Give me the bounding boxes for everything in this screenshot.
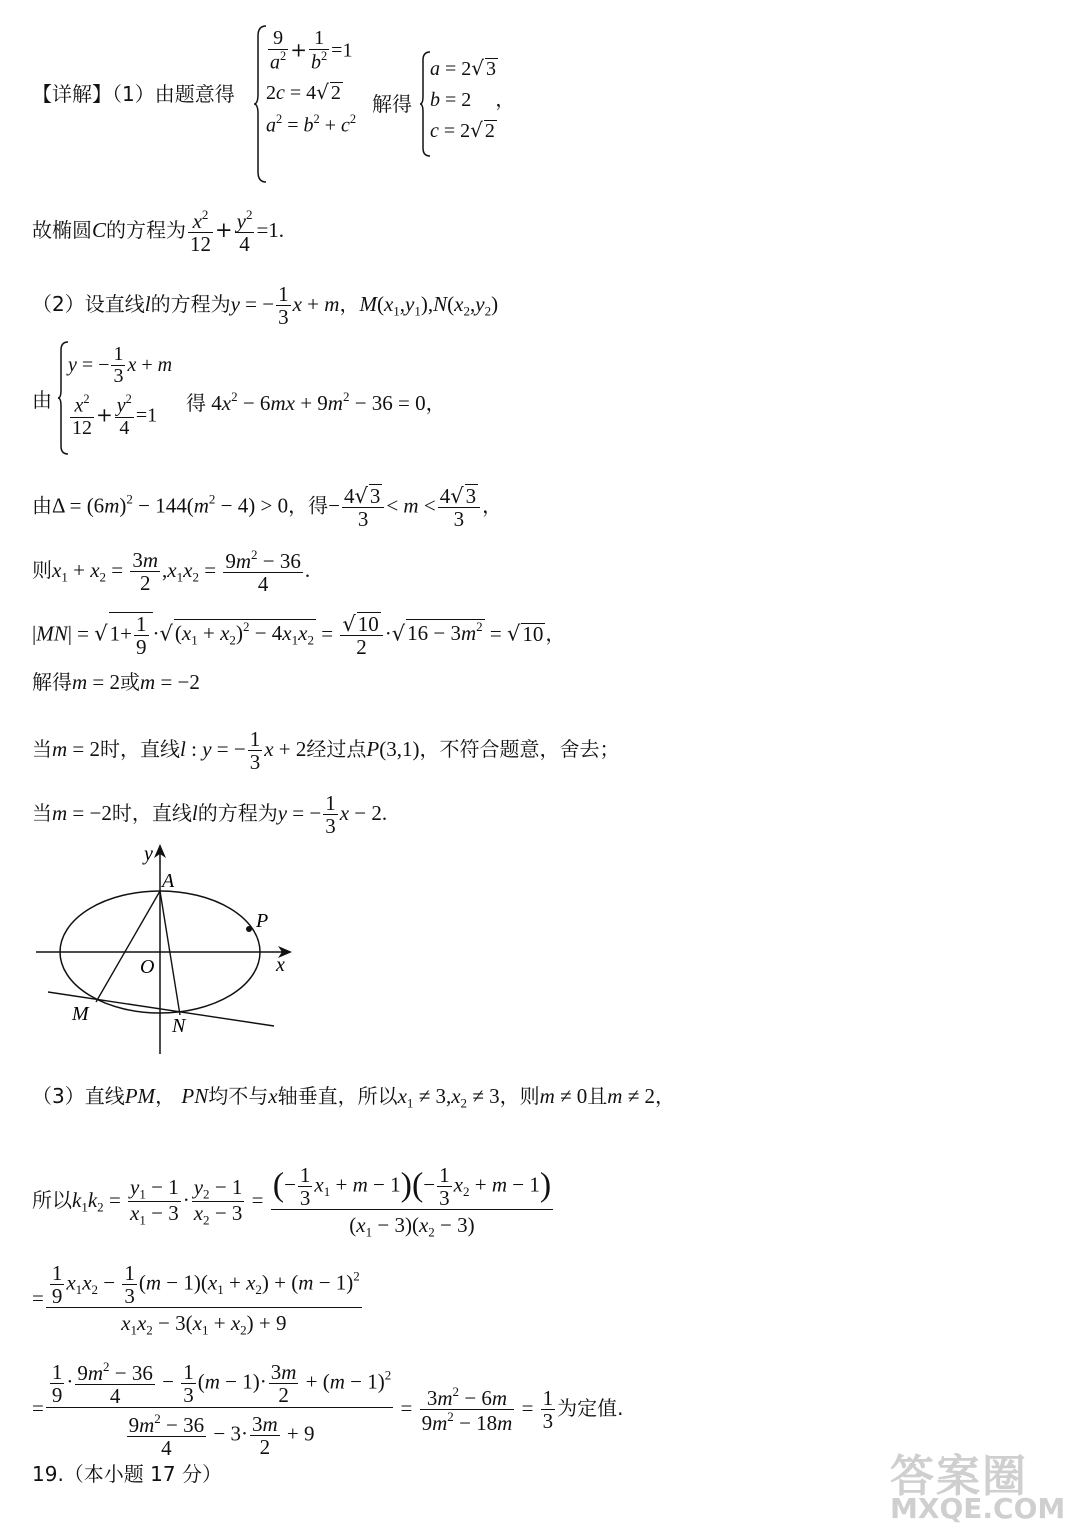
ellipse-equation-line: 故椭圆C的方程为 $\frac{x^2}{12}$ + $\frac{y^2}{4}$ =1. (32, 207, 285, 257)
chord-length-line: |MN| = √1+ $\frac{1}{9}$ $\cdot√(x_1 + x_2)^2 - 4x_1x_2$ = $\frac{√10}{2}$ $\cdot√16 - 3m^2 = √10$ ， (32, 612, 566, 660)
line-setup: （2）设直线l的方程为y = − $\frac{1}{3}$ x + m，$M(x_1,y_1),N(x_2,y_2)$ (32, 282, 499, 330)
segment-am (96, 891, 160, 1002)
step-2-line: = $\frac{1}{9}$ $x_1x_2$ − $\frac{1}{3}$ $(m - 1)(x_1 + x_2) + (m - 1)^2$ $x_1x_2 - 3(x_1 + x_2) + 9$ (32, 1261, 360, 1338)
eq-system-1: $\frac{9}{a^2}$ + $\frac{1}{b^2}$ =1 2c = 4√ 2 $a^2 = b^2 + c^2$ (266, 27, 357, 137)
watermark-text: MXQE.COM (890, 1492, 1066, 1525)
eq-system-2: y = − $\frac{1}{3}$ x + m $\frac{x^2}{12}$ + $\frac{y^2}{4}$ =1 (68, 343, 173, 439)
slope-product-line: 所以$k_1k_2$ = $\frac{y_1 - 1}{x_1 - 3}$ · $\frac{y_2 - 1}{x_2 - 3}$ = (− $\frac{1}{3}$ $x_1 + m - 1)(-$ $\frac{1}{3}$ $x_2 + m - 1$) $(x_1 - 3)(x_2 - 3)$ (32, 1163, 552, 1240)
ellipse-figure (30, 840, 310, 1060)
step-3-line: = $\frac{1}{9}$ · $\frac{9m^2 - 36}{4}$ − $\frac{1}{3}$ (m − 1)· $\frac{3m}{2}$ + $(m - 1)^2$ $\frac{9m^2 - 36}{4}$ − 3· $\frac{3m}{2}$ + 9 = $\frac{3m^2 - 6m}{9m^2 - 18m}$ = $\frac{1}{3}$ 为定值. (32, 1359, 624, 1461)
solve-word: 解得 (372, 92, 412, 116)
label-m: M (72, 1003, 89, 1025)
point-p (246, 926, 252, 932)
next-problem-heading: 19.（本小题 17 分） (32, 1462, 222, 1486)
segment-an (160, 891, 180, 1015)
eq-solution: a = 2√ 3 b = 2 ， c = 2√ 2 (430, 56, 516, 142)
label-x: x (276, 954, 285, 976)
part3-intro: （3）直线PM， PN均不与x轴垂直，所以$x_1 \ne 3,x_2 \ne 3$，则m ≠ 0且m ≠ 2， (32, 1084, 675, 1111)
m-solutions: 解得m = 2或m = −2 (32, 670, 200, 694)
discriminant-line: 由$\Delta = (6m)^2 - 144(m^2 - 4) > 0$，得− $\frac{4√3}{3}$ < m < $\frac{4√3}{3}$ ， (32, 484, 503, 532)
label-p: P (256, 910, 269, 932)
label-y: y (144, 843, 153, 865)
case-m-neg2: 当m = −2时，直线l的方程为y = − $\frac{1}{3}$ x − 2. (32, 791, 388, 839)
case-m-2: 当m = 2时，直线l : y = − $\frac{1}{3}$ x + 2经过点P(3,1)，不符合题意，舍去； (32, 727, 620, 775)
quadratic-line: 得 $4x^2 - 6mx + 9m^2 - 36 = 0$， (186, 389, 446, 416)
part1-system-line (32, 84, 235, 105)
watermark-logo: 答案圈 (890, 1451, 1028, 1502)
label-a: A (162, 870, 175, 892)
you-word: 由 (32, 388, 52, 412)
part1-prefix: 【详解】（1）由题意得 (32, 82, 235, 106)
label-n: N (172, 1015, 186, 1037)
label-o: O (140, 956, 155, 978)
vieta-line: 则$x_1 + x_2$ = $\frac{3m}{2}$ $,x_1x_2$ = $\frac{9m^2 - 36}{4}$ . (32, 547, 311, 597)
